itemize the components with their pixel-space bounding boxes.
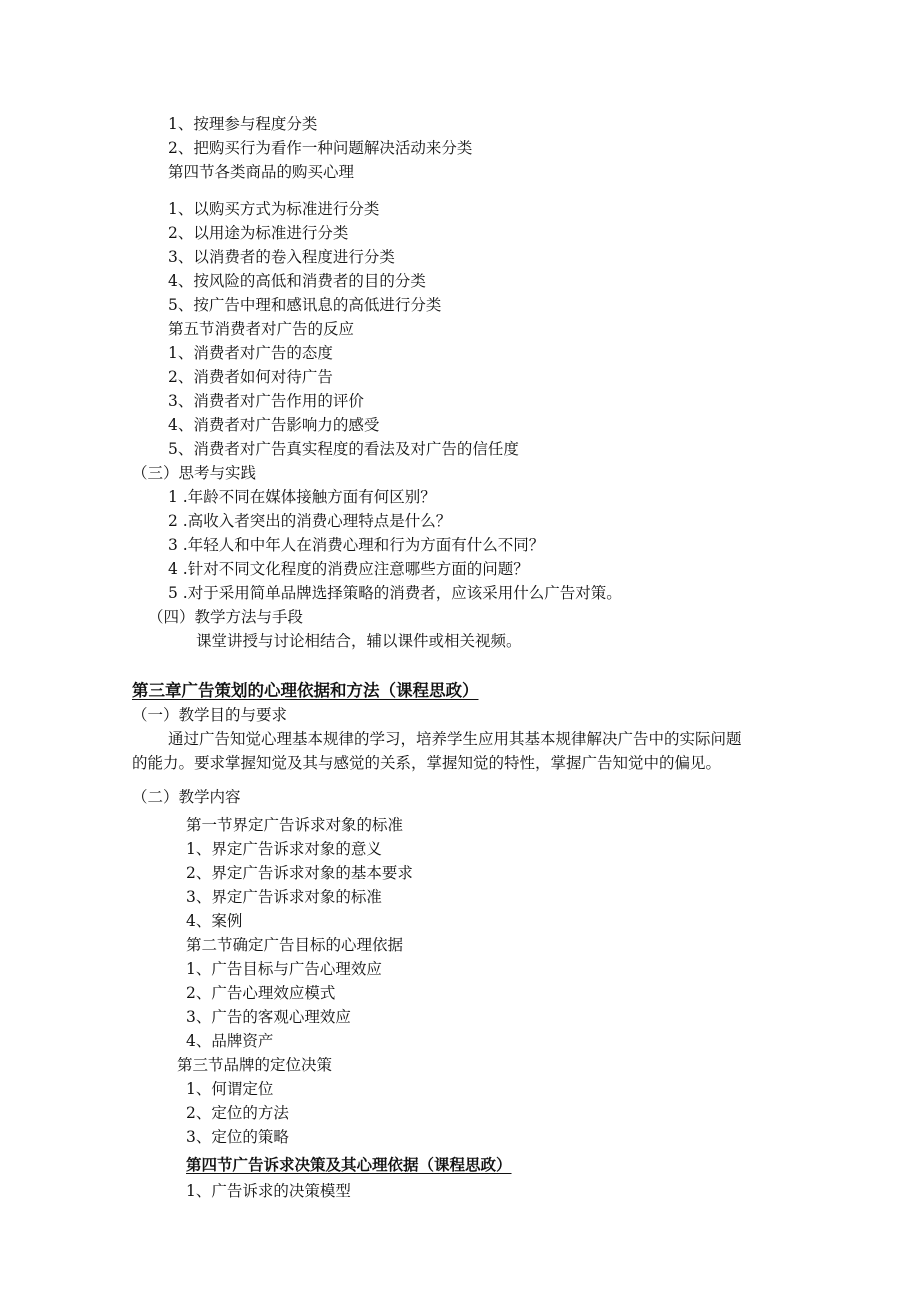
list-item: 1、界定广告诉求对象的意义 (186, 840, 382, 858)
list-item: 1、按理参与程度分类 (168, 115, 318, 133)
list-item: 1、广告诉求的决策模型 (186, 1182, 351, 1200)
list-item: 2、消费者如何对待广告 (168, 368, 333, 386)
list-item: 3、界定广告诉求对象的标准 (186, 888, 382, 906)
list-item: 5、消费者对广告真实程度的看法及对广告的信任度 (168, 440, 519, 458)
list-item: 1、以购买方式为标准进行分类 (168, 200, 380, 218)
question-item: 2 .高收入者突出的消费心理特点是什么？ (168, 512, 452, 530)
list-item: 4、案例 (186, 912, 243, 930)
goal-title: （一）教学目的与要求 (132, 706, 288, 724)
list-item: 4、品牌资产 (186, 1032, 274, 1050)
list-item: 4、按风险的高低和消费者的目的分类 (168, 272, 426, 290)
goal-paragraph-line: 通过广告知觉心理基本规律的学习，培养学生应用其基本规律解决广告中的实际问题 (168, 730, 742, 748)
content-title: （二）教学内容 (132, 788, 241, 806)
list-item: 2、以用途为标准进行分类 (168, 224, 349, 242)
list-item: 4、消费者对广告影响力的感受 (168, 416, 380, 434)
list-item: 3、以消费者的卷入程度进行分类 (168, 248, 395, 266)
list-item: 2、定位的方法 (186, 1104, 289, 1122)
list-item: 1、广告目标与广告心理效应 (186, 960, 382, 978)
question-item: 5 .对于采用简单品牌选择策略的消费者，应该采用什么广告对策。 (168, 584, 622, 602)
question-item: 1 .年龄不同在媒体接触方面有何区别？ (168, 488, 436, 506)
list-item: 5、按广告中理和感讯息的高低进行分类 (168, 296, 442, 314)
list-item: 1、消费者对广告的态度 (168, 344, 333, 362)
chapter-title: 第三章广告策划的心理依据和方法（课程思政） (132, 681, 479, 700)
methods-text: 课堂讲授与讨论相结合，辅以课件或相关视频。 (196, 632, 522, 650)
list-item: 1、何谓定位 (186, 1080, 274, 1098)
list-item: 3、定位的策略 (186, 1128, 289, 1146)
methods-title: （四）教学方法与手段 (148, 608, 304, 626)
section-heading: 第四节各类商品的购买心理 (168, 163, 355, 181)
question-item: 3 .年轻人和中年人在消费心理和行为方面有什么不同？ (168, 536, 545, 554)
list-item: 2、广告心理效应模式 (186, 984, 336, 1002)
section-heading: 第五节消费者对广告的反应 (168, 320, 355, 338)
list-item: 3、消费者对广告作用的评价 (168, 392, 364, 410)
practice-title: （三）思考与实践 (132, 464, 257, 482)
section-heading: 第二节确定广告目标的心理依据 (186, 936, 404, 954)
section-heading: 第三节品牌的定位决策 (177, 1056, 333, 1074)
list-item: 2、界定广告诉求对象的基本要求 (186, 864, 413, 882)
list-item: 2、把购买行为看作一种问题解决活动来分类 (168, 139, 473, 157)
section-heading: 第一节界定广告诉求对象的标准 (186, 816, 404, 834)
question-item: 4 .针对不同文化程度的消费应注意哪些方面的问题？ (168, 560, 529, 578)
section-heading-bold: 第四节广告诉求决策及其心理依据（课程思政） (186, 1155, 512, 1174)
list-item: 3、广告的客观心理效应 (186, 1008, 351, 1026)
goal-paragraph-line: 的能力。要求掌握知觉及其与感觉的关系，掌握知觉的特性，掌握广告知觉中的偏见。 (132, 754, 722, 772)
